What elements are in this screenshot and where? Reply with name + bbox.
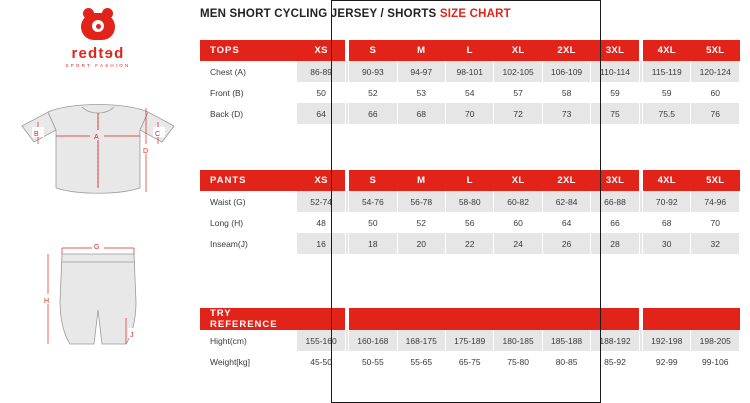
table-cell: 72 — [494, 103, 542, 124]
table-cell: 76 — [691, 103, 740, 124]
table-cell: 188-192 — [591, 330, 639, 351]
table-cell: 94-97 — [397, 61, 445, 82]
table-cell: 60-82 — [494, 191, 542, 212]
table-cell: 70 — [445, 103, 493, 124]
table-cell: 53 — [397, 82, 445, 103]
tops-table — [200, 40, 740, 124]
table-cell: 52 — [349, 82, 397, 103]
pants-table-header-row — [200, 170, 740, 191]
table-cell: 20 — [397, 233, 445, 254]
bear-head-icon — [81, 8, 115, 40]
table-cell: 99-106 — [691, 351, 740, 372]
svg-text:H: H — [44, 298, 50, 305]
column-header — [297, 308, 345, 330]
table-cell: 60 — [494, 212, 542, 233]
column-header: M — [397, 170, 445, 191]
table-cell: 73 — [542, 103, 590, 124]
row-label: Long (H) — [200, 212, 297, 233]
table-title: TRY REFERENCE — [200, 308, 297, 330]
column-header: L — [445, 40, 493, 61]
table-cell: 155-160 — [297, 330, 345, 351]
row-label: Hight(cm) — [200, 330, 297, 351]
table-cell: 58 — [542, 82, 590, 103]
table-cell: 54-76 — [349, 191, 397, 212]
table-cell: 18 — [349, 233, 397, 254]
row-label: Weight[kg] — [200, 351, 297, 372]
table-cell: 59 — [591, 82, 639, 103]
table-row — [200, 330, 740, 351]
table-cell: 70-92 — [643, 191, 691, 212]
column-header: XL — [494, 170, 542, 191]
pants-table — [200, 170, 740, 254]
table-row — [200, 191, 740, 212]
table-cell: 24 — [494, 233, 542, 254]
column-header — [445, 308, 493, 330]
column-header — [397, 308, 445, 330]
table-cell: 68 — [397, 103, 445, 124]
svg-text:B: B — [34, 131, 39, 138]
table-cell: 48 — [297, 212, 345, 233]
brand-name: redtɘd — [71, 45, 125, 62]
table-cell: 32 — [691, 233, 740, 254]
column-header: 2XL — [542, 170, 590, 191]
column-header — [643, 308, 691, 330]
table-row — [200, 212, 740, 233]
svg-text:D: D — [143, 148, 149, 155]
table-title: PANTS — [200, 170, 297, 191]
column-header: 3XL — [591, 40, 639, 61]
table-cell: 65-75 — [445, 351, 493, 372]
table-cell: 70 — [691, 212, 740, 233]
table-cell: 16 — [297, 233, 345, 254]
table-cell: 30 — [643, 233, 691, 254]
column-header: L — [445, 170, 493, 191]
column-header: XL — [494, 40, 542, 61]
column-header — [542, 308, 590, 330]
table-cell: 180-185 — [494, 330, 542, 351]
table-cell: 110-114 — [591, 61, 639, 82]
page-title-accent: SIZE CHART — [439, 8, 511, 20]
table-cell: 106-109 — [542, 61, 590, 82]
tops-table-header-row — [200, 40, 740, 61]
svg-text:G: G — [94, 244, 100, 251]
shorts-diagram — [18, 228, 178, 368]
table-cell: 50 — [349, 212, 397, 233]
table-title: TOPS — [200, 40, 297, 61]
table-cell: 54 — [445, 82, 493, 103]
table-cell: 52 — [397, 212, 445, 233]
table-cell: 64 — [542, 212, 590, 233]
table-cell: 66 — [591, 212, 639, 233]
table-cell: 55-65 — [397, 351, 445, 372]
table-cell: 102-105 — [494, 61, 542, 82]
table-cell: 198-205 — [691, 330, 740, 351]
page-title-main: MEN SHORT CYCLING JERSEY / SHORTS — [200, 8, 437, 20]
table-cell: 22 — [445, 233, 493, 254]
table-cell: 192-198 — [643, 330, 691, 351]
table-row — [200, 61, 740, 82]
table-cell: 64 — [297, 103, 345, 124]
column-header: 3XL — [591, 170, 639, 191]
table-cell: 50-55 — [349, 351, 397, 372]
table-cell: 75 — [591, 103, 639, 124]
column-header: S — [349, 170, 397, 191]
table-cell: 175-189 — [445, 330, 493, 351]
table-cell: 57 — [494, 82, 542, 103]
try-reference-table — [200, 308, 740, 372]
table-cell: 115-119 — [643, 61, 691, 82]
brand-logo — [0, 8, 196, 68]
jersey-diagram — [8, 96, 188, 206]
row-label: Front (B) — [200, 82, 297, 103]
table-cell: 75.5 — [643, 103, 691, 124]
table-cell: 92-99 — [643, 351, 691, 372]
table-cell: 75-80 — [494, 351, 542, 372]
table-cell: 85-92 — [591, 351, 639, 372]
table-cell: 45-50 — [297, 351, 345, 372]
table-cell: 28 — [591, 233, 639, 254]
table-row — [200, 82, 740, 103]
column-header: 4XL — [643, 40, 691, 61]
table-cell: 26 — [542, 233, 590, 254]
svg-text:J: J — [130, 332, 134, 339]
column-header: 2XL — [542, 40, 590, 61]
column-header — [349, 308, 397, 330]
column-header — [591, 308, 639, 330]
brand-tagline: SPORT FASHION — [65, 63, 131, 68]
table-cell: 60 — [691, 82, 740, 103]
table-cell: 66-88 — [591, 191, 639, 212]
brand-and-diagrams-panel — [0, 0, 196, 403]
table-row — [200, 351, 740, 372]
column-header: XS — [297, 40, 345, 61]
row-label: Inseam(J) — [200, 233, 297, 254]
table-cell: 66 — [349, 103, 397, 124]
column-header: M — [397, 40, 445, 61]
table-cell: 120-124 — [691, 61, 740, 82]
table-cell: 185-188 — [542, 330, 590, 351]
table-cell: 168-175 — [397, 330, 445, 351]
svg-text:A: A — [94, 134, 99, 141]
table-row — [200, 233, 740, 254]
table-cell: 59 — [643, 82, 691, 103]
table-row — [200, 103, 740, 124]
column-header: 5XL — [691, 170, 740, 191]
table-cell: 74-96 — [691, 191, 740, 212]
row-label: Waist (G) — [200, 191, 297, 212]
table-cell: 52-74 — [297, 191, 345, 212]
page-title — [200, 8, 511, 20]
table-cell: 50 — [297, 82, 345, 103]
column-header: 5XL — [691, 40, 740, 61]
table-cell: 80-85 — [542, 351, 590, 372]
table-cell: 160-168 — [349, 330, 397, 351]
column-header: XS — [297, 170, 345, 191]
table-cell: 58-80 — [445, 191, 493, 212]
table-cell: 86-89 — [297, 61, 345, 82]
column-header: 4XL — [643, 170, 691, 191]
table-cell: 68 — [643, 212, 691, 233]
column-header — [691, 308, 740, 330]
row-label: Back (D) — [200, 103, 297, 124]
table-cell: 98-101 — [445, 61, 493, 82]
try-reference-table-header-row — [200, 308, 740, 330]
table-cell: 56-78 — [397, 191, 445, 212]
row-label: Chest (A) — [200, 61, 297, 82]
table-cell: 56 — [445, 212, 493, 233]
table-cell: 62-84 — [542, 191, 590, 212]
svg-text:C: C — [155, 131, 161, 138]
column-header — [494, 308, 542, 330]
table-cell: 90-93 — [349, 61, 397, 82]
column-header: S — [349, 40, 397, 61]
